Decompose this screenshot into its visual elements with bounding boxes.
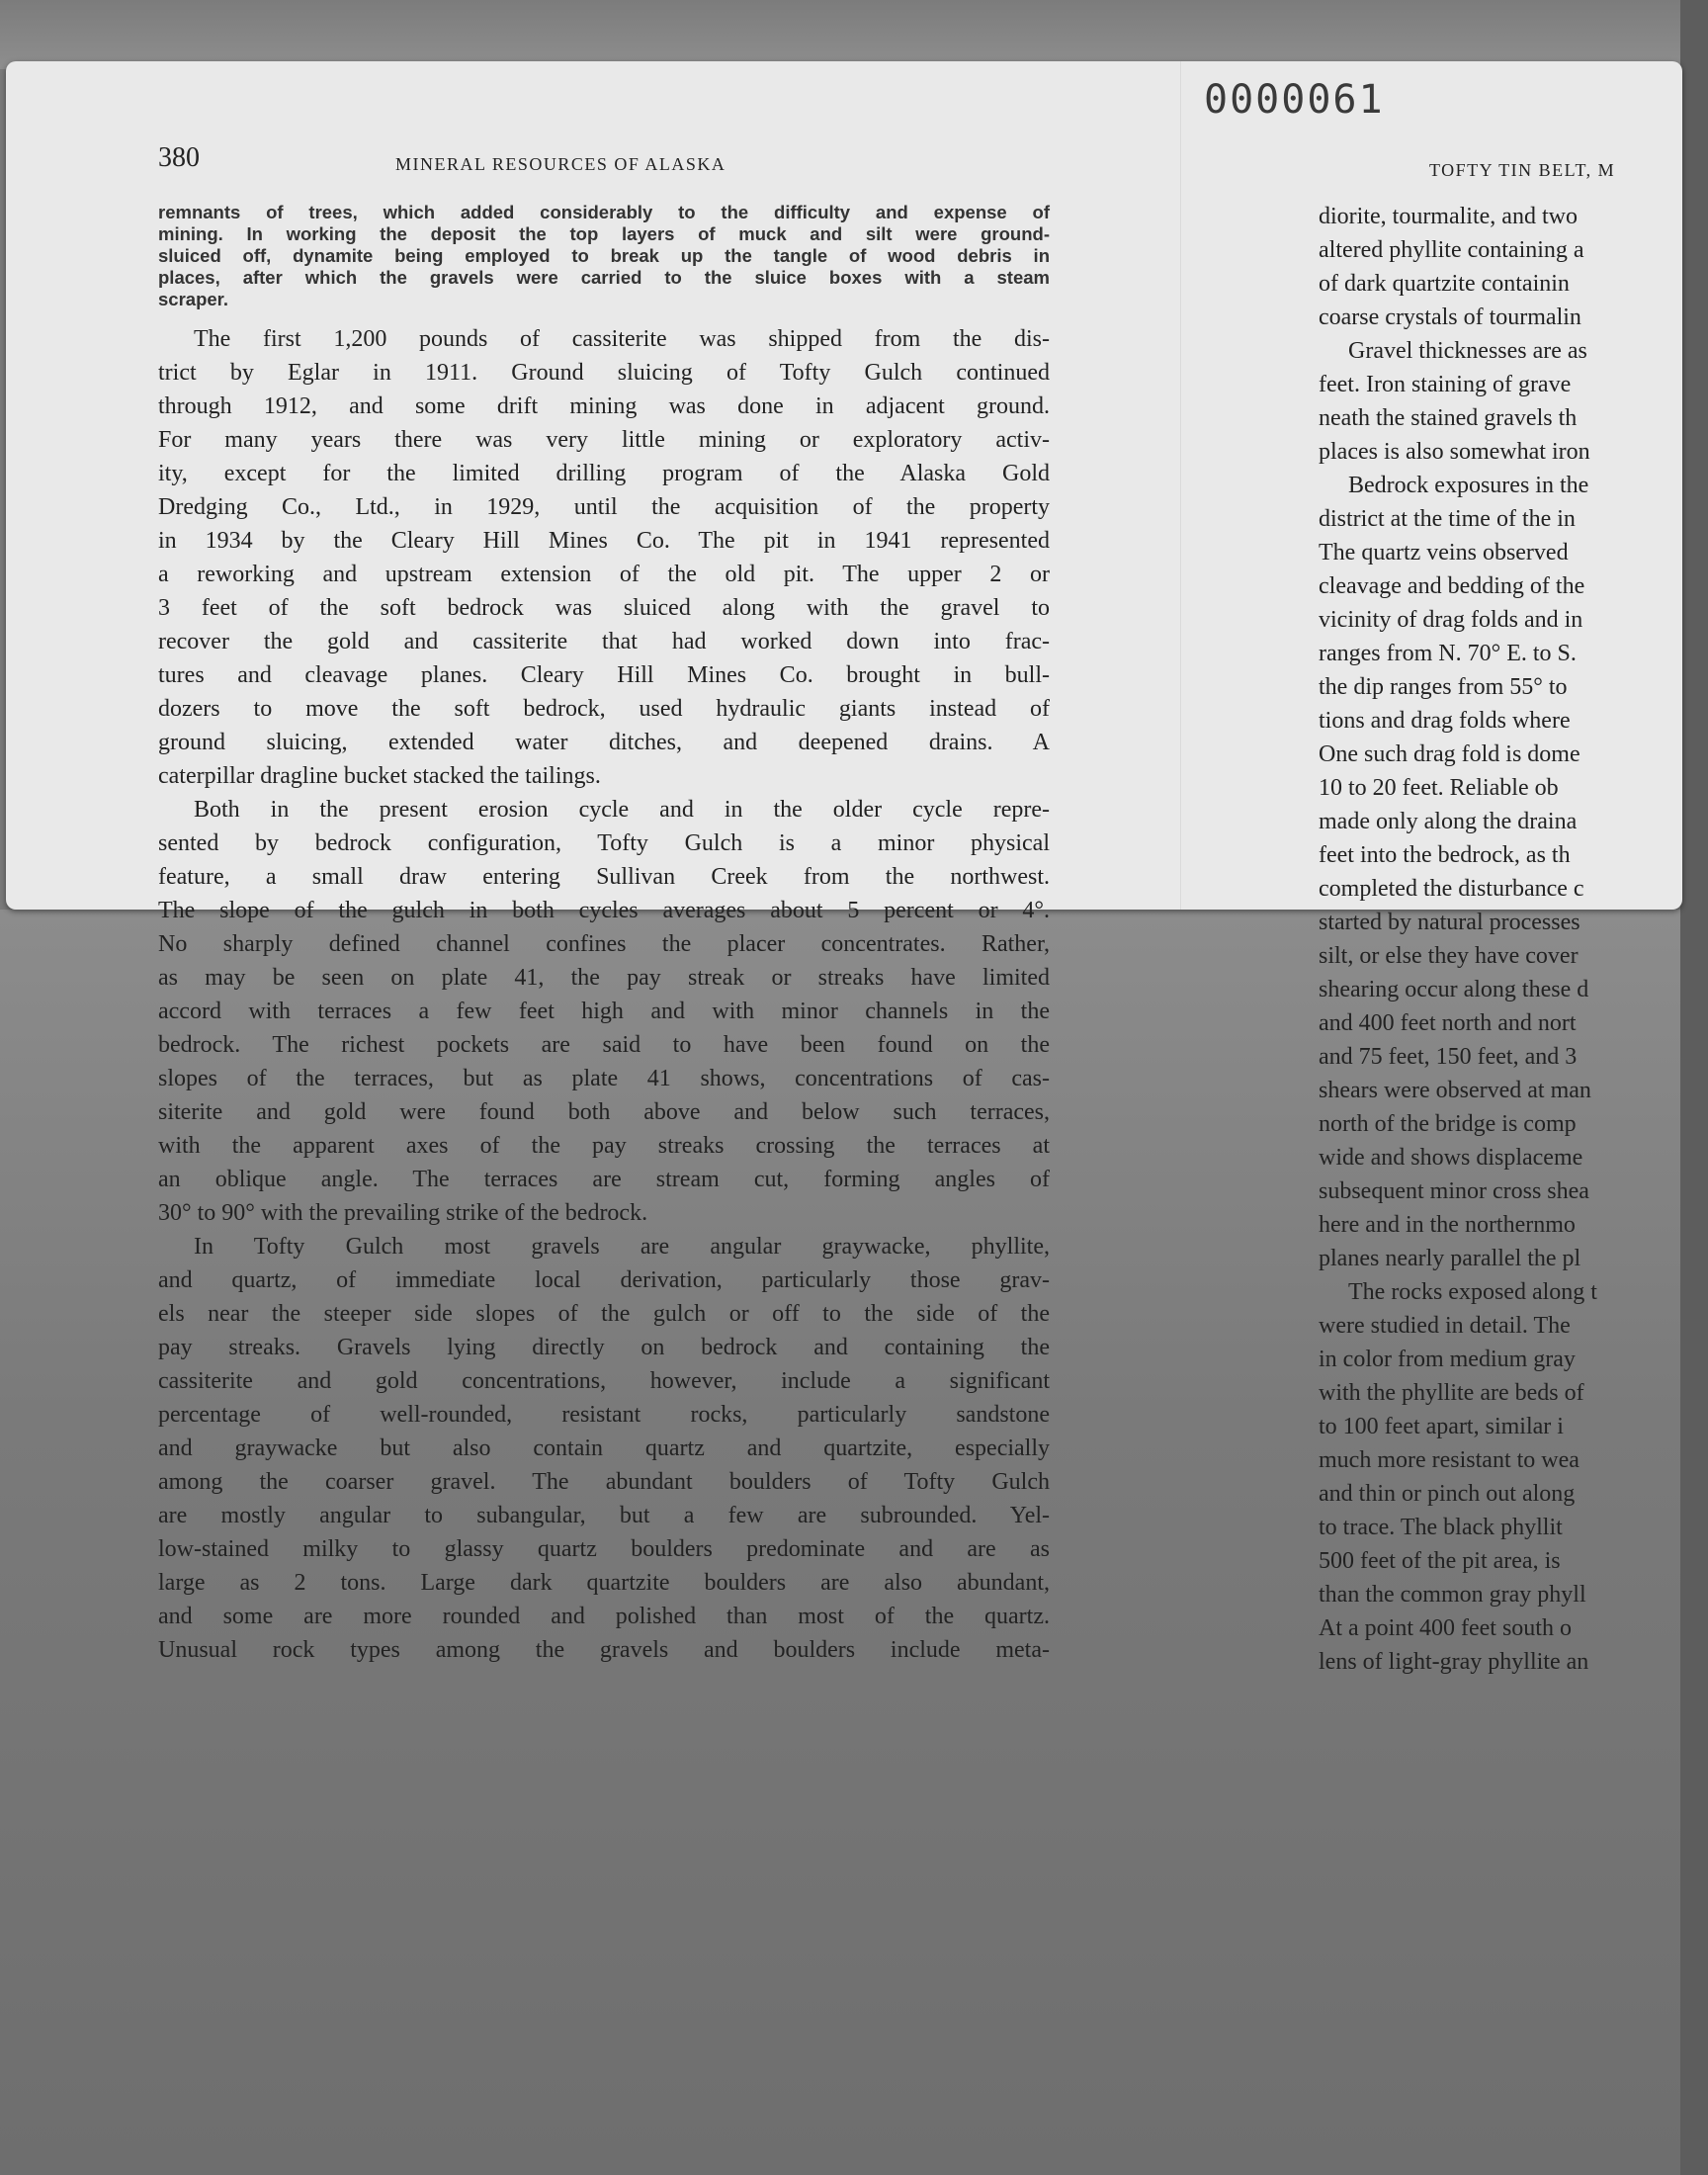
paragraph-mining-history — [158, 322, 1050, 793]
right-page-text-line: The quartz veins observed — [1319, 540, 1569, 566]
text-line: scraper. — [158, 289, 228, 309]
text-line: caterpillar dragline bucket stacked the tailings. — [158, 763, 601, 789]
text-line: sluiced off, dynamite being employed to break up the tangle of wood debris in — [158, 245, 1050, 266]
right-page-text-line: lens of light-gray phyllite an — [1319, 1649, 1589, 1675]
right-page-text-line: completed the disturbance c — [1319, 876, 1584, 902]
right-page-text-line: much more resistant to wea — [1319, 1447, 1580, 1473]
text-line: among the coarser gravel. The abundant boulders of Tofty Gulch — [158, 1469, 1050, 1495]
right-page-text-line: Gravel thicknesses are as — [1348, 338, 1587, 364]
right-page-text-line: and thin or pinch out along — [1319, 1481, 1576, 1507]
text-line: slopes of the terraces, but as plate 41 shows, concentrations of cas- — [158, 1066, 1050, 1091]
text-line: and graywacke but also contain quartz and quartzite, especially — [158, 1436, 1050, 1461]
text-line: cassiterite and gold concentrations, however, include a significant — [158, 1368, 1050, 1394]
right-page-text-line: feet into the bedrock, as th — [1319, 842, 1571, 868]
text-line: and some are more rounded and polished than most of the quartz. — [158, 1604, 1050, 1629]
right-page-text-line: silt, or else they have cover — [1319, 943, 1579, 969]
right-page-text-line: and 400 feet north and nort — [1319, 1010, 1577, 1036]
document-stamp-number: 0000061 — [1204, 77, 1385, 123]
right-page-text-line: The rocks exposed along t — [1348, 1279, 1597, 1305]
text-line: The slope of the gulch in both cycles averages about 5 percent or 4°. — [158, 898, 1050, 923]
page-number: 380 — [158, 142, 200, 173]
scanned-page-spread — [6, 61, 1682, 1675]
text-line: ity, except for the limited drilling program of the Alaska Gold — [158, 461, 1050, 486]
right-page-text-line: coarse crystals of tourmalin — [1319, 304, 1581, 330]
right-page-text-line: 10 to 20 feet. Reliable ob — [1319, 775, 1559, 801]
text-line: mining. In working the deposit the top layers of muck and silt were ground- — [158, 223, 1050, 244]
text-line: dozers to move the soft bedrock, used hydraulic giants instead of — [158, 696, 1050, 722]
text-line: Dredging Co., Ltd., in 1929, until the acquisition of the property — [158, 494, 1050, 520]
text-line: 30° to 90° with the prevailing strike of the bedrock. — [158, 1200, 648, 1226]
text-line: places, after which the gravels were carried to the sluice boxes with a steam — [158, 267, 1050, 288]
paragraph-gulch-configuration — [158, 793, 1050, 1230]
text-line: feature, a small draw entering Sullivan Creek from the northwest. — [158, 864, 1050, 890]
paragraph-gravel-description — [158, 1230, 1050, 1667]
right-page-text-line: 500 feet of the pit area, is — [1319, 1548, 1561, 1574]
right-page-text-line: ranges from N. 70° E. to S. — [1319, 641, 1577, 666]
text-line: in 1934 by the Cleary Hill Mines Co. The pit in 1941 represented — [158, 528, 1050, 554]
right-page-text-line: altered phyllite containing a — [1319, 237, 1584, 263]
text-line: For many years there was very little mining or exploratory activ- — [158, 427, 1050, 453]
scan-background-right — [1680, 0, 1708, 2175]
text-line: and quartz, of immediate local derivation, particularly those grav- — [158, 1267, 1050, 1293]
text-line: sented by bedrock configuration, Tofty Gulch is a minor physical — [158, 830, 1050, 856]
right-page-text-line: started by natural processes — [1319, 910, 1580, 935]
right-page-text-line: the dip ranges from 55° to — [1319, 674, 1568, 700]
right-page-text-line: Bedrock exposures in the — [1348, 473, 1589, 498]
right-page-text-line: shears were observed at man — [1319, 1078, 1591, 1103]
right-page-text-line: subsequent minor cross shea — [1319, 1178, 1589, 1204]
right-page-text-line: neath the stained gravels th — [1319, 405, 1578, 431]
right-page-text-line: shearing occur along these d — [1319, 977, 1589, 1002]
right-page-text-line: and 75 feet, 150 feet, and 3 — [1319, 1044, 1578, 1070]
text-line: 3 feet of the soft bedrock was sluiced along with the gravel to — [158, 595, 1050, 621]
right-page-text-line: than the common gray phyll — [1319, 1582, 1586, 1608]
right-page-text-line: to trace. The black phyllit — [1319, 1515, 1563, 1540]
right-page-text-column — [1319, 200, 1684, 1679]
right-page-text-line: made only along the draina — [1319, 809, 1578, 834]
scan-background-top — [0, 0, 1708, 69]
text-line: trict by Eglar in 1911. Ground sluicing of Tofty Gulch continued — [158, 360, 1050, 386]
right-page-text-line: diorite, tourmalite, and two — [1319, 204, 1578, 229]
text-line: a reworking and upstream extension of the old pit. The upper 2 or — [158, 562, 1050, 587]
right-page-text-line: At a point 400 feet south o — [1319, 1615, 1572, 1641]
right-page-text-line: of dark quartzite containin — [1319, 271, 1570, 297]
text-line: percentage of well-rounded, resistant rocks, particularly sandstone — [158, 1402, 1050, 1428]
text-line: an oblique angle. The terraces are stream cut, forming angles of — [158, 1167, 1050, 1192]
text-line: remnants of trees, which added considerably to the difficulty and expense of — [158, 202, 1050, 222]
text-line: bedrock. The richest pockets are said to have been found on the — [158, 1032, 1050, 1058]
text-line: Unusual rock types among the gravels and boulders include meta- — [158, 1637, 1050, 1663]
text-line: ground sluicing, extended water ditches, and deepened drains. A — [158, 730, 1050, 755]
right-page-text-line: wide and shows displaceme — [1319, 1145, 1583, 1171]
right-page-text-line: with the phyllite are beds of — [1319, 1380, 1584, 1406]
right-page-text-line: to 100 feet apart, similar i — [1319, 1414, 1564, 1439]
right-page-text-line: planes nearly parallel the pl — [1319, 1246, 1581, 1271]
text-line: accord with terraces a few feet high and with minor channels in the — [158, 999, 1050, 1024]
right-page-text-line: One such drag fold is dome — [1319, 741, 1580, 767]
right-page-text-line: in color from medium gray — [1319, 1347, 1576, 1372]
text-line: The first 1,200 pounds of cassiterite was shipped from the dis- — [194, 326, 1050, 352]
right-page-text-line: were studied in detail. The — [1319, 1313, 1571, 1339]
right-page-text-line: here and in the northernmo — [1319, 1212, 1576, 1238]
running-head: MINERAL RESOURCES OF ALASKA — [395, 154, 726, 174]
continued-small-print-paragraph — [158, 202, 1050, 310]
text-line: low-stained milky to glassy quartz boulders predominate and are as — [158, 1536, 1050, 1562]
text-line: siterite and gold were found both above and below such terraces, — [158, 1099, 1050, 1125]
right-page-text-line: cleavage and bedding of the — [1319, 573, 1585, 599]
text-line: recover the gold and cassiterite that had worked down into frac- — [158, 629, 1050, 654]
right-page-running-head: TOFTY TIN BELT, M — [1429, 160, 1616, 180]
text-line: pay streaks. Gravels lying directly on bedrock and containing the — [158, 1335, 1050, 1360]
text-line: as may be seen on plate 41, the pay streak or streaks have limited — [158, 965, 1050, 991]
right-page-text-line: district at the time of the in — [1319, 506, 1576, 532]
right-page-text-line: feet. Iron staining of grave — [1319, 372, 1572, 397]
text-line: are mostly angular to subangular, but a few are subrounded. Yel- — [158, 1503, 1050, 1528]
page-gutter — [1180, 61, 1182, 910]
text-line: with the apparent axes of the pay streaks crossing the terraces at — [158, 1133, 1050, 1159]
text-line: tures and cleavage planes. Cleary Hill Mines Co. brought in bull- — [158, 662, 1050, 688]
text-line: els near the steeper side slopes of the gulch or off to the side of the — [158, 1301, 1050, 1327]
text-line: In Tofty Gulch most gravels are angular graywacke, phyllite, — [194, 1234, 1050, 1260]
text-line: No sharply defined channel confines the placer concentrates. Rather, — [158, 931, 1050, 957]
text-line: Both in the present erosion cycle and in the older cycle repre- — [194, 797, 1050, 823]
left-page-text-column — [158, 202, 1050, 1667]
text-line: through 1912, and some drift mining was done in adjacent ground. — [158, 393, 1050, 419]
right-page-text-line: places is also somewhat iron — [1319, 439, 1590, 465]
right-page-text-line: north of the bridge is comp — [1319, 1111, 1577, 1137]
right-page-text-line: vicinity of drag folds and in — [1319, 607, 1583, 633]
right-page-text-line: tions and drag folds where — [1319, 708, 1571, 734]
text-line: large as 2 tons. Large dark quartzite boulders are also abundant, — [158, 1570, 1050, 1596]
